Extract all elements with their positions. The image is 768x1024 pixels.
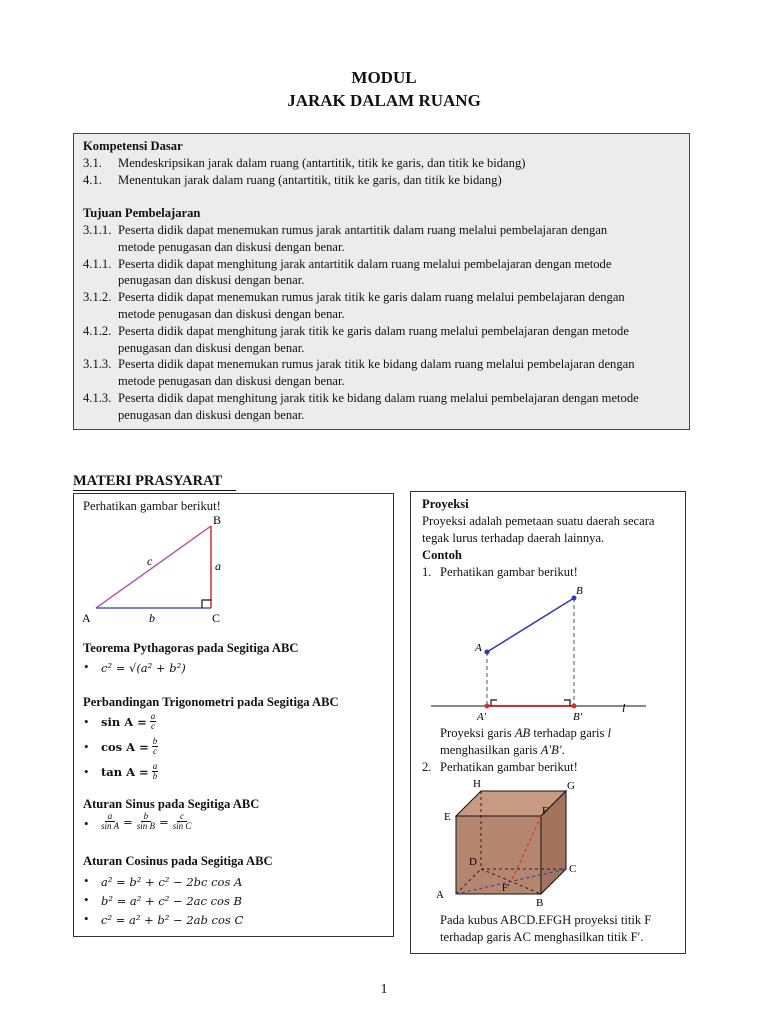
tujuan-item [83,356,680,390]
tujuan-item [83,390,680,424]
triangle-figure [74,512,274,632]
materi-box: Perhatikan gambar berikut! A B C a b c Teorema Pythagoras pada Segitiga ABC • c² = √(a² + b²) Perbandingan Trigonometri pada Segitiga ABC • sin A = $\frac{a}{c}$ • cos A = $\frac{b}{c}$ • tan A = $\frac{a}{b}$ Aturan Sinus pada Segitiga ABC • $\frac{a}{\text{sin A}}$ = $\frac{b}{\text{sin B}}$ = $\frac{c}{\text{sin C}}$ Aturan Cosinus pada Segitiga ABC • a² = b² + c² − 2bc cos A • b² = a² + c² − 2ac cos B • c² = a² + b² − 2ab cos C [73,493,394,937]
label-b: B [576,585,583,597]
sinus-formula: $\frac{a}{\text{sin A}}$ = $\frac{b}{\text{sin B}}$ = $\frac{c}{\text{sin C}}$ [101,811,192,831]
cosinus-formula-2: b² = a² + c² − 2ac cos B [101,894,242,908]
cosinus-formula-3: c² = a² + b² − 2ab cos C [101,913,244,927]
tujuan-text: Peserta didik dapat menghitung jarak titik ke bidang dalam ruang melalui pembelajaran dengan metode penugasan dan diskusi dengan benar. [118,390,639,422]
point-a1 [485,704,490,709]
side-a-label: a [215,559,221,573]
tujuan-item [83,289,680,323]
cube-figure [436,776,576,906]
example-2-caption-1: Pada kubus ABCD.EFGH proyeksi titik F [440,913,652,927]
kompetensi-text: Mendeskripsikan jarak dalam ruang (antartitik, titik ke garis, dan titik ke bidang) [118,155,526,170]
cube-label-f: F [542,805,549,817]
label-a: A [475,642,482,654]
tujuan-text: Peserta didik dapat menghitung jarak antartitik dalam ruang melalui pembelajaran dengan metode penugasan dan diskusi dengan benar. [118,256,612,288]
materi-heading: MATERI PRASYARAT [73,473,236,491]
sinus-heading: Aturan Sinus pada Segitiga ABC [83,797,260,811]
cube-front-face [456,816,541,894]
vertex-a-label: A [82,611,91,625]
example-1-caption-1: Proyeksi garis AB terhadap garis l [440,726,612,740]
example-1-text: Perhatikan gambar berikut! [440,565,578,579]
point-a [485,650,490,655]
tujuan-text: Peserta didik dapat menghitung jarak titik ke garis dalam ruang melalui pembelajaran dengan metode penugasan dan diskusi dengan benar. [118,323,629,355]
proyeksi-definition-1: Proyeksi adalah pemetaan suatu daerah secara [422,514,655,528]
cube-label-d: D [469,856,477,868]
tujuan-text: Peserta didik dapat menemukan rumus jarak titik ke bidang dalam ruang melalui pembelajaran dengan metode penugasan dan diskusi dengan benar. [118,357,635,389]
kompetensi-box [73,133,690,430]
side-c-label: c [147,554,153,568]
tujuan-heading: Tujuan Pembelajaran [83,206,201,221]
tujuan-num: 4.1.3. [83,390,112,405]
proyeksi-definition-2: tegak lurus terhadap daerah lainnya. [422,531,605,545]
point-b1 [572,704,577,709]
kompetensi-item [83,155,680,172]
cube-label-f1: F′ [502,883,510,894]
pythagoras-formula: c² = √(a² + b²) [101,661,186,675]
contoh-heading: Contoh [422,548,462,562]
cosinus-heading: Aturan Cosinus pada Segitiga ABC [83,854,273,868]
side-b-label: b [149,611,155,625]
kompetensi-item [83,172,680,189]
tujuan-text: Peserta didik dapat menemukan rumus jarak antartitik dalam ruang melalui pembelajaran dengan metode penugasan dan diskusi dengan benar. [118,222,608,254]
cube-label-g: G [567,780,575,792]
tujuan-num: 3.1.1. [83,222,112,237]
cube-label-a: A [436,889,444,901]
example-2-num: 2. [422,760,432,774]
cube-label-h: H [473,778,481,790]
example-2-caption-2: terhadap garis AC menghasilkan titik F′. [440,930,644,944]
cube-label-b: B [536,897,544,906]
kompetensi-num: 3.1. [83,155,102,170]
segment-ab [487,598,574,652]
vertex-c-label: C [212,611,221,625]
tujuan-num: 4.1.1. [83,256,112,271]
tujuan-item [83,256,680,290]
tujuan-item [83,323,680,357]
triangle-side-c [96,526,211,608]
right-angle-mark [202,600,211,608]
example-1-num: 1. [422,565,432,579]
tan-formula: tan A = $\frac{a}{b}$ [101,761,158,781]
vertex-b-label: B [213,513,222,527]
tujuan-num: 4.1.2. [83,323,112,338]
example-1-caption-2: menghasilkan garis A′B′. [440,743,565,757]
tujuan-num: 3.1.2. [83,290,112,305]
tujuan-item [83,222,680,256]
label-b1: B′ [573,711,583,723]
pythagoras-heading: Teorema Pythagoras pada Segitiga ABC [83,641,299,655]
page-number: 1 [380,982,388,997]
cos-formula: cos A = $\frac{b}{c}$ [101,736,158,756]
module-title: MODUL [351,68,417,87]
label-l: l [622,701,626,715]
label-a1: A′ [477,711,487,723]
tujuan-num: 3.1.3. [83,357,112,372]
materi-intro: Perhatikan gambar berikut! [83,499,221,513]
proyeksi-box [410,491,686,954]
trig-heading: Perbandingan Trigonometri pada Segitiga ABC [83,695,339,709]
cosinus-formula-1: a² = b² + c² − 2bc cos A [101,875,243,889]
kompetensi-text: Menentukan jarak dalam ruang (antartitik, titik ke garis, dan titik ke bidang) [118,172,502,187]
sin-formula: sin A = $\frac{a}{c}$ [101,711,156,731]
tujuan-text: Peserta didik dapat menemukan rumus jarak titik ke garis dalam ruang melalui pembelajaran dengan metode penugasan dan diskusi dengan benar. [118,290,625,321]
tujuan-list [83,222,680,424]
module-subtitle: JARAK DALAM RUANG [287,91,481,110]
kompetensi-num: 4.1. [83,172,102,187]
projection-figure [431,580,671,725]
example-2-text: Perhatikan gambar berikut! [440,760,578,774]
cube-label-c: C [569,863,576,875]
kompetensi-heading: Kompetensi Dasar [83,139,183,153]
proyeksi-heading: Proyeksi [422,497,469,511]
cube-label-e: E [444,811,451,823]
